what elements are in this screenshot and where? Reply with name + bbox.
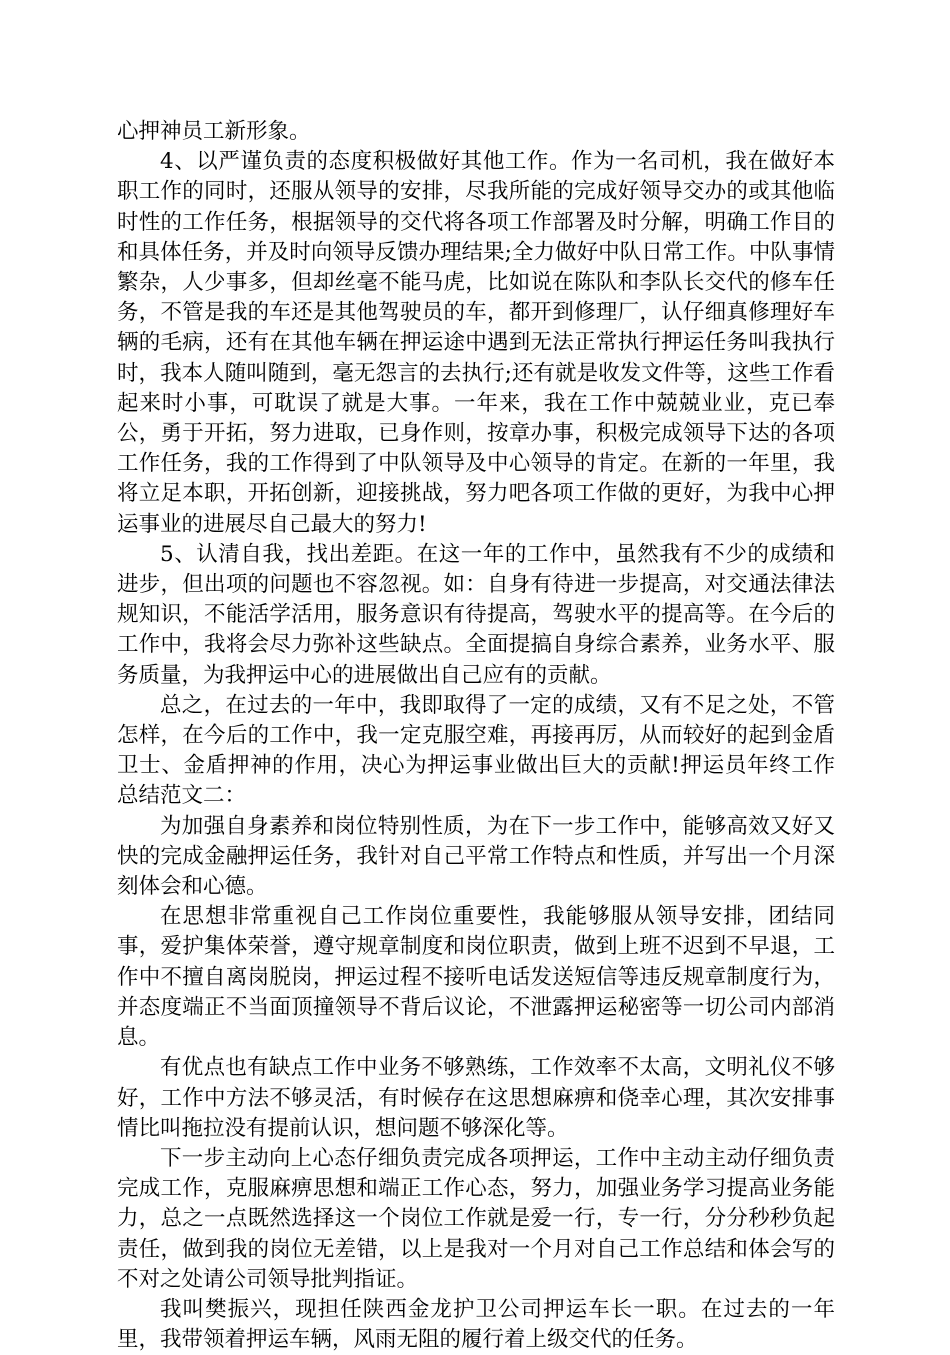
paragraph-item-4: 4、以严谨负责的态度积极做好其他工作。作为一名司机，我在做好本职工作的同时，还服从领导的安排，尽我所能的完成好领导交办的或其他临时性的工作任务，根据领导的交代将各项工作部署及时分解，明确工作目的和具体任务，并及时向领导反馈办理结果;全力做好中队日常工作。中队事情繁杂，人少事多，但却丝毫不能马虎，比如说在陈队和李队长交代的修车任务，不管是我的车还是其他驾驶员的车，都开到修理厂，认仔细真修理好车辆的毛病，还有在其他车辆在押运途中遇到无法正常执行押运任务叫我执行时，我本人随叫随到，毫无怨言的去执行;还有就是收发文件等，这些工作看起来时小事，可耽误了就是大事。一年来，我在工作中兢兢业业，克已奉公，勇于开拓，努力进取，已身作则，按章办事，积极完成领导下达的各项工作任务，我的工作得到了中队领导及中心领导的肯定。在新的一年里，我将立足本职，开拓创新，迎接挑战，努力吧各项工作做的更好，为我中心押运事业的进展尽自己最大的努力! — [117, 149, 835, 537]
paragraph-introduction: 我叫樊振兴，现担任陕西金龙护卫公司押运车长一职。在过去的一年里，我带领着押运车辆，风雨无阻的履行着上级交代的任务。 — [117, 1296, 835, 1353]
document-page — [117, 117, 835, 1355]
paragraph-sample-two-intro: 为加强自身素养和岗位特别性质，为在下一步工作中，能够高效又好又快的完成金融押运任务，我针对自己平常工作特点和性质，并写出一个月深刻体会和心德。 — [117, 813, 835, 900]
paragraph-shortcomings: 有优点也有缺点工作中业务不够熟练，工作效率不太高，文明礼仪不够好，工作中方法不够灵活，有时候存在这思想麻痹和侥幸心理，其次安排事情比叫拖拉没有提前认识，想问题不够深化等。 — [117, 1055, 835, 1141]
paragraph-next-steps: 下一步主动向上心态仔细负责完成各项押运，工作中主动主动仔细负责完成工作，克服麻痹思想和端正工作心态，努力，加强业务学习提高业务能力，总之一点既然选择这一个岗位工作就是爱一行，专一行，分分秒秒负起责任，做到我的岗位无差错，以上是我对一个月对自己工作总结和体会写的不对之处请公司领导批判指证。 — [117, 1145, 835, 1292]
paragraph-summary: 总之，在过去的一年中，我即取得了一定的成绩，又有不足之处，不管怎样，在今后的工作中，我一定克服空难，再接再厉，从而较好的起到金盾卫士、金盾押神的作用，决心为押运事业做出巨大的贡献!押运员年终工作总结范文二： — [117, 692, 835, 809]
paragraph-item-5: 5、认清自我，找出差距。在这一年的工作中，虽然我有不少的成绩和进步，但出项的问题也不容忽视。如：自身有待进一步提高，对交通法律法规知识，不能活学活用，服务意识有待提高，驾驶水平的提高等。在今后的工作中，我将会尽力弥补这些缺点。全面提搞自身综合素养，业务水平、服务质量，为我押运中心的进展做出自己应有的贡献。 — [117, 541, 835, 688]
paragraph-thinking: 在思想非常重视自己工作岗位重要性，我能够服从领导安排，团结同事，爱护集体荣誉，遵守规章制度和岗位职责，做到上班不迟到不早退，工作中不擅自离岗脱岗，押运过程不接听电话发送短信等违反规章制度行为，并态度端正不当面顶撞领导不背后议论，不泄露押运秘密等一切公司内部消息。 — [117, 904, 835, 1051]
paragraph-continuation: 心押神员工新形象。 — [117, 119, 311, 144]
